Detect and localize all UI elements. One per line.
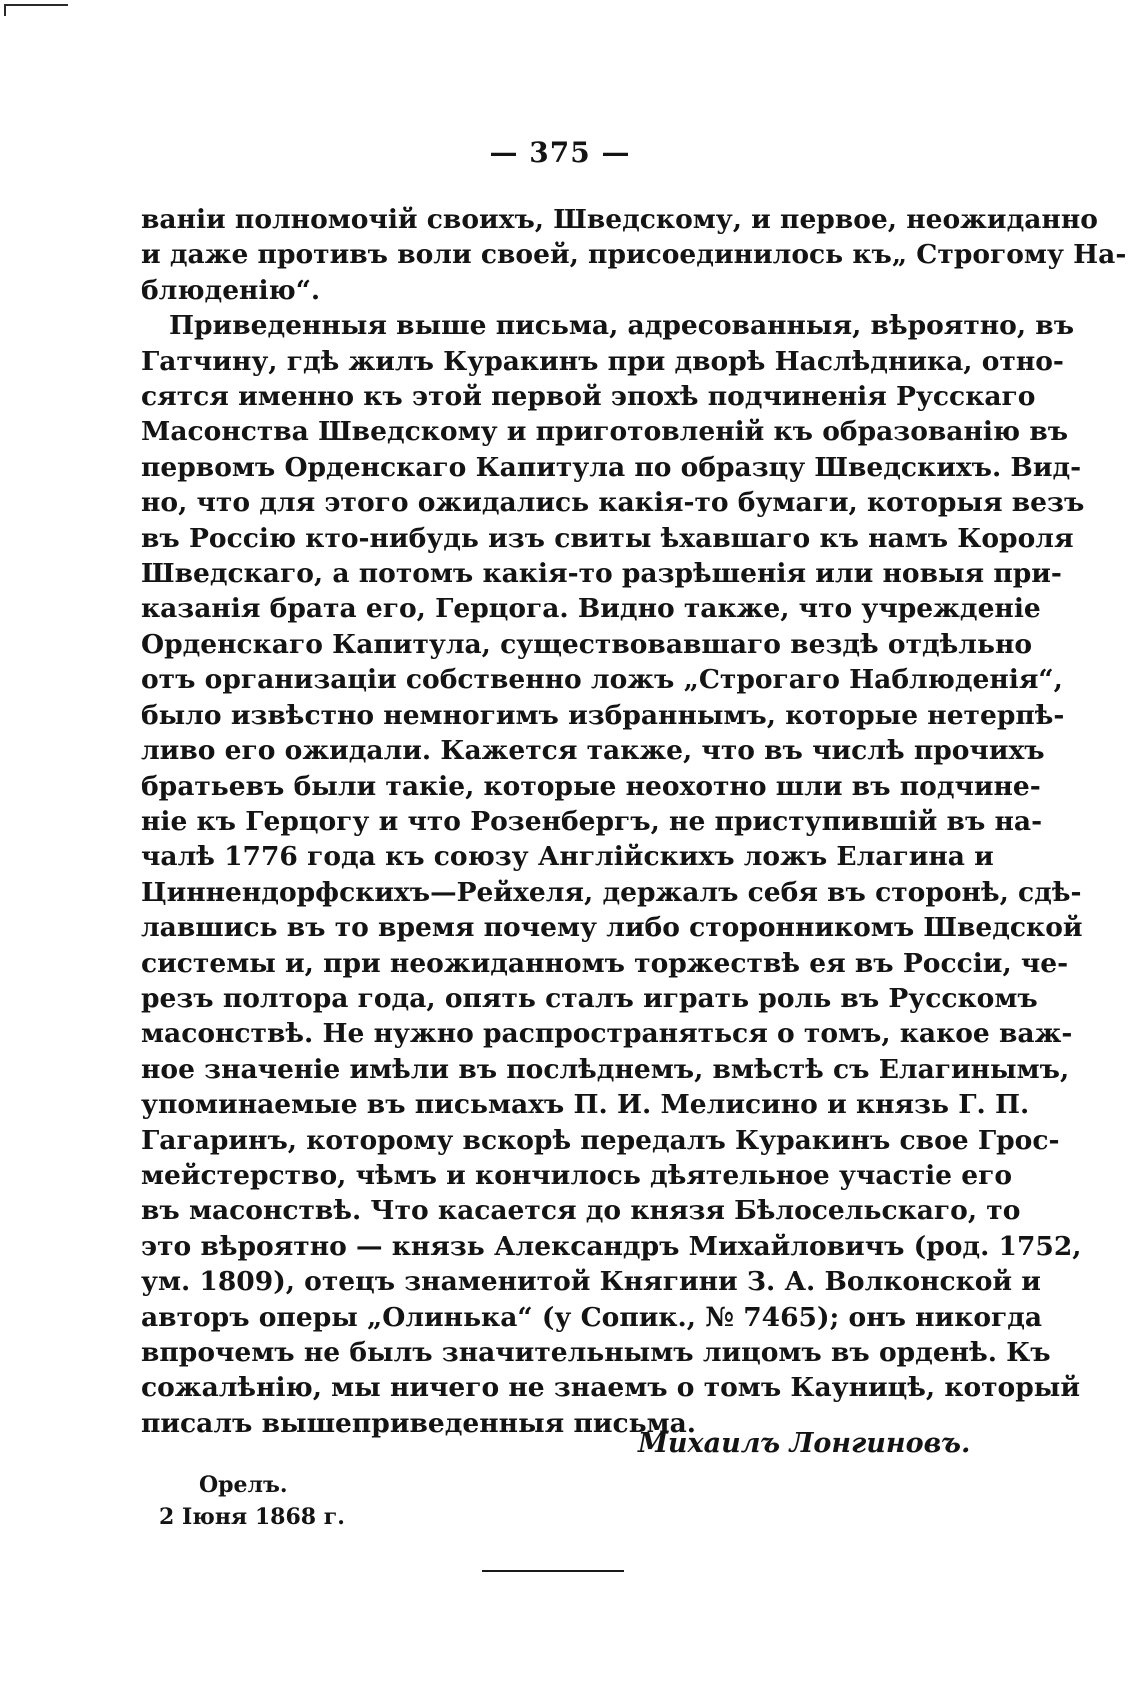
end-rule-divider: [482, 1570, 624, 1572]
text-line: резъ полтора года, опять сталъ играть роль въ Русскомъ: [141, 982, 1038, 1014]
text-line: Масонства Шведскому и приготовленій къ образованію въ: [141, 416, 1069, 448]
text-line: упоминаемые въ письмахъ П. И. Мелисино и князь Г. П.: [141, 1089, 1030, 1121]
text-line: ваніи полномочій своихъ, Шведскому, и первое, неожиданно: [141, 204, 1098, 235]
text-line: это вѣроятно — князь Александръ Михайловичъ (род. 1752,: [141, 1230, 1082, 1262]
text-line: Шведскаго, а потомъ какія-то разрѣшенія или новыя при-: [141, 558, 1062, 590]
text-line: но, что для этого ожидались какія-то бумаги, которыя везъ: [141, 487, 1085, 519]
text-line: въ масонствѣ. Что касается до князя Бѣлосельскаго, то: [141, 1195, 1021, 1227]
text-line: сятся именно къ этой первой эпохѣ подчиненія Русскаго: [141, 381, 1036, 413]
body-text: [141, 202, 1127, 1441]
page-number: — 375 —: [489, 136, 631, 169]
text-line: было извѣстно немногимъ избраннымъ, которые нетерпѣ-: [141, 699, 1065, 731]
dateline-date: 2 Іюня 1868 г.: [159, 1504, 345, 1530]
text-line: и даже противъ воли своей, присоединилось къ„ Строгому На-: [141, 239, 1127, 271]
scan-corner-mark: [4, 4, 68, 16]
text-line: въ Россію кто-нибудь изъ свиты ѣхавшаго къ намъ Короля: [141, 522, 1074, 554]
text-line: ливо его ожидали. Кажется также, что въ числѣ прочихъ: [141, 735, 1045, 767]
text-line: масонствѣ. Не нужно распространяться о томъ, какое важ-: [141, 1018, 1073, 1050]
author-signature: Михаилъ Лонгиновъ.: [638, 1428, 971, 1459]
text-line: Циннендорфскихъ—Рейхеля, держалъ себя въ сторонѣ, сдѣ-: [141, 876, 1082, 908]
text-line: Гатчину, гдѣ жилъ Куракинъ при дворѣ Наслѣдника, отно-: [141, 345, 1064, 377]
text-line: сожалѣнію, мы ничего не знаемъ о томъ Кауницѣ, который: [141, 1372, 1080, 1404]
text-line: казанія брата его, Герцога. Видно также, что учрежденіе: [141, 593, 1041, 625]
text-line: впрочемъ не былъ значительнымъ лицомъ въ орденѣ. Къ: [141, 1337, 1051, 1368]
text-line: системы и, при неожиданномъ торжествѣ ея въ Россіи, че-: [141, 947, 1069, 979]
text-line: мейстерство, чѣмъ и кончилось дѣятельное участіе его: [141, 1159, 1013, 1191]
text-line: братьевъ были такіе, которые неохотно шли въ подчине-: [141, 770, 1041, 802]
text-line: ніе къ Герцогу и что Розенбергъ, не приступившій въ на-: [141, 805, 1043, 837]
text-line: ное значеніе имѣли въ послѣднемъ, вмѣстѣ съ Елагинымъ,: [141, 1053, 1070, 1085]
text-line: ум. 1809), отецъ знаменитой Княгини З. А. Волконской и: [141, 1266, 1041, 1298]
text-line: чалѣ 1776 года къ союзу Англійскихъ ложъ Елагина и: [141, 841, 994, 873]
text-line: авторъ оперы „Олинька“ (у Сопик., № 7465); онъ никогда: [141, 1301, 1043, 1333]
text-line: первомъ Орденскаго Капитула по образцу Шведскихъ. Вид-: [141, 451, 1082, 483]
text-line: блюденію“.: [141, 274, 321, 306]
text-line: лавшись въ то время почему либо сторонникомъ Шведской: [141, 912, 1083, 944]
text-line: Орденскаго Капитула, существовавшаго вездѣ отдѣльно: [141, 628, 1033, 660]
text-line: писалъ вышеприведенныя письма.: [141, 1407, 697, 1439]
text-line: Приведенныя выше письма, адресованныя, вѣроятно, въ: [169, 310, 1075, 342]
dateline-place: Орелъ.: [199, 1472, 288, 1498]
text-line: отъ организаціи собственно ложъ „Строгаго Наблюденія“,: [141, 664, 1063, 696]
text-line: Гагаринъ, которому вскорѣ передалъ Куракинъ свое Грос-: [141, 1124, 1060, 1156]
